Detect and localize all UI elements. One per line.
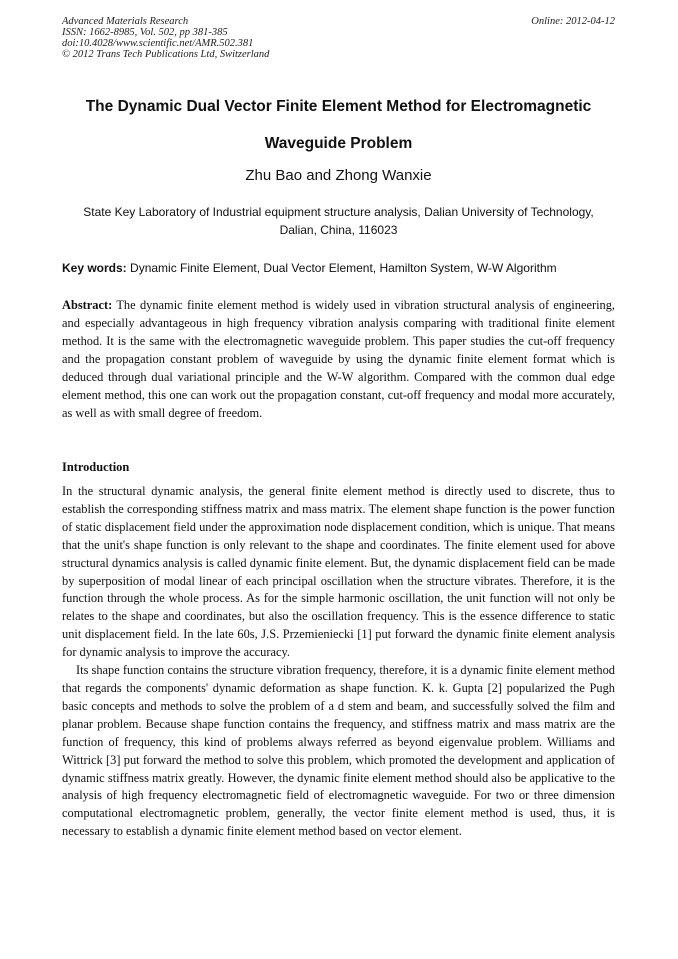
copyright-line: © 2012 Trans Tech Publications Ltd, Switzerland <box>62 49 270 60</box>
abstract-text: The dynamic finite element method is widely used in vibration structural analysis of engineering, and especially advantageous in high frequency vibration analysis comparing with traditional finite element method. It is the same with the electromagnetic waveguide problem. This paper studies the cut-off frequency and the propagation constant problem of waveguide by using the dynamic finite element format which is deduced through dual variational principle and the W-W algorithm. Compared with the common dual edge element method, this one can work out the propagation constant, cut-off frequency and modal more accurately, as well as with small degree of freedom. <box>62 298 615 420</box>
affiliation-line-1: State Key Laboratory of Industrial equipment structure analysis, Dalian University of Technology, <box>83 205 594 219</box>
online-date: Online: 2012-04-12 <box>531 16 615 27</box>
paper-title-line-1: The Dynamic Dual Vector Finite Element Method for Electromagnetic <box>85 98 592 115</box>
journal-header <box>62 16 615 60</box>
keywords <box>62 260 615 276</box>
issn-line: ISSN: 1662-8985, Vol. 502, pp 381-385 <box>62 27 228 38</box>
paper-title <box>62 88 615 162</box>
keywords-label: Key words: <box>62 261 127 275</box>
affiliation <box>62 203 615 239</box>
keywords-text: Dynamic Finite Element, Dual Vector Element, Hamilton System, W-W Algorithm <box>130 261 557 275</box>
journal-name: Advanced Materials Research <box>62 16 189 27</box>
authors: Zhu Bao and Zhong Wanxie <box>245 167 432 184</box>
paper-title-line-2: Waveguide Problem <box>264 135 413 152</box>
affiliation-line-2: Dalian, China, 116023 <box>279 223 398 237</box>
introduction-paragraph-1: In the structural dynamic analysis, the general finite element method is directly used to discrete, thus to establish the corresponding stiffness matrix and mass matrix. The element shape function is the power function of static displacement field under the approximation node displacement condition, which is unique. That means that the unit's shape function is only relevant to the shape and coordinates. The finite element used for above structural dynamics analysis is called dynamic finite element. But, the dynamic displacement field can be made by superposition of modal linear of each principal oscillation when the structure vibrates. Therefore, it is the function through the whole process. As for the simple harmonic oscillation, the unit function will not only be relates to the shape and coordinates, but also the oscillation frequency. This is the essence difference to static unit displacement field. In the late 60s, J.S. Przemieniecki [1] put forward the dynamic finite element analysis for dynamic analysis to improve the accuracy. <box>62 484 615 660</box>
section-heading-introduction: Introduction <box>62 460 130 474</box>
abstract <box>62 296 615 422</box>
doi-line: doi:10.4028/www.scientific.net/AMR.502.381 <box>62 38 254 49</box>
abstract-label: Abstract: <box>62 298 113 312</box>
introduction-body <box>62 483 615 841</box>
introduction-paragraph-2: Its shape function contains the structure vibration frequency, therefore, it is a dynamic finite element method that regards the components' dynamic deformation as shape function. K. k. Gupta [2] popularized the Pugh basic concepts and methods to solve the problem of a d stem and beam, and successfully solved the film and planar problem. Because shape function contains the frequency, and stiffness matrix and mass matrix are the function of frequency, this kind of problems always referred as beyond eigenvalue problem. Williams and Wittrick [3] put forward the method to solve this problem, which promoted the development and application of dynamic stiffness matrix greatly. However, the dynamic finite element method should also be applicative to the analysis of high frequency electromagnetic field of electromagnetic waveguide. For two or three dimension computational electromagnetic problem, generally, the vector finite element method is used, thus, it is necessary to establish a dynamic finite element method based on vector element. <box>62 663 615 839</box>
